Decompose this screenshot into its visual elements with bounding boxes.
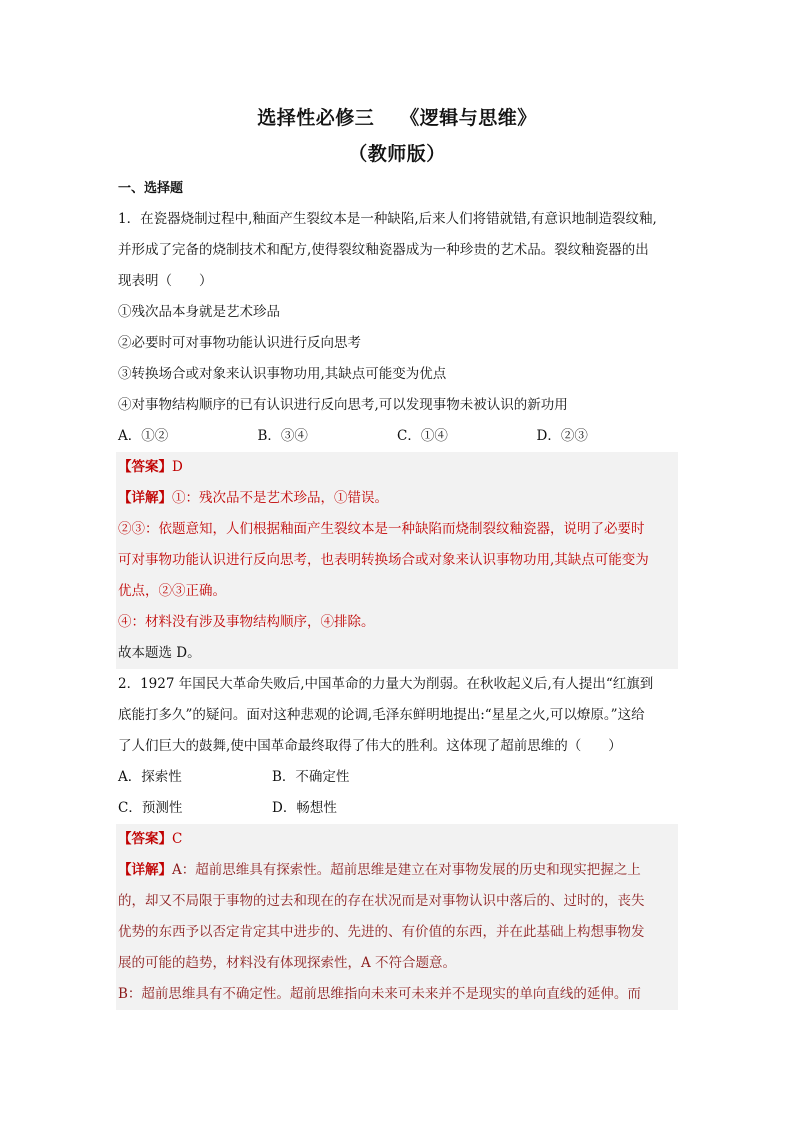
q2-option-a: A．探索性 <box>118 769 182 785</box>
q2-detail-line-3: 展的可能的趋势，材料没有体现探索性，A 不符合题意。 <box>118 955 457 971</box>
q1-answer-value: D <box>172 459 183 475</box>
title-right: 《逻辑与思维》 <box>400 107 537 129</box>
q1-statement-1: ①残次品本身就是艺术珍品 <box>118 304 280 320</box>
q2-options-row-1 <box>118 762 676 793</box>
q2-detail-label: 【详解】 <box>118 862 172 878</box>
q1-detail-label: 【详解】 <box>118 490 172 506</box>
q2-answer-value: C <box>172 831 183 847</box>
q1-option-b: B．③④ <box>257 428 308 444</box>
q2-detail-line-2: 优势的东西予以否定肯定其中进步的、先进的、有价值的东西，并在此基础上构想事物发 <box>118 924 645 940</box>
q2-answer <box>118 824 676 855</box>
q1-detail-line-3: 优点，②③正确。 <box>118 583 226 599</box>
q2-options-row-2 <box>118 793 676 824</box>
title-left: 选择性必修三 <box>257 107 375 129</box>
q2-line-3: 了人们巨大的鼓舞,使中国革命最终取得了伟大的胜利。这体现了超前思维的（ ） <box>118 738 622 754</box>
q1-statement-2: ②必要时可对事物功能认识进行反向思考 <box>118 335 361 351</box>
q2-line-1: 2．1927 年国民大革命失败后,中国革命的力量大为削弱。在秋收起义后,有人提出“红旗到 <box>118 676 654 692</box>
q1-option-d: D．②③ <box>536 428 588 444</box>
q1-detail-first <box>118 483 676 514</box>
q1-detail-line-2: 可对事物功能认识进行反向思考，也表明转换场合或对象来认识事物功用,其缺点可能变为 <box>118 552 649 568</box>
q2-detail-first <box>118 855 676 886</box>
q1-answer <box>118 452 676 483</box>
section-heading: 一、选择题 <box>118 181 184 196</box>
q2-detail-first-text: A：超前思维具有探索性。超前思维是建立在对事物发展的历史和现实把握之上 <box>172 862 641 878</box>
q1-detail-line-4: ④：材料没有涉及事物结构顺序，④排除。 <box>118 614 375 630</box>
q2-detail-line-1: 的，却又不局限于事物的过去和现在的存在状况而是对事物认识中落后的、过时的，丧失 <box>118 893 645 909</box>
q2-option-c: C．预测性 <box>118 800 183 816</box>
q1-options <box>118 421 676 452</box>
q1-detail-first-text: ①：残次品不是艺术珍品，①错误。 <box>172 490 388 506</box>
q1-statement-4: ④对事物结构顺序的已有认识进行反向思考,可以发现事物未被认识的新功用 <box>118 397 568 413</box>
q1-line-3: 现表明（ ） <box>118 273 213 289</box>
q1-line-2: 并形成了完备的烧制技术和配方,使得裂纹釉瓷器成为一种珍贵的艺术品。裂纹釉瓷器的出 <box>118 242 649 258</box>
q1-conclusion: 故本题选 D。 <box>118 645 201 661</box>
q2-option-d: D．畅想性 <box>272 800 337 816</box>
q2-answer-block <box>116 824 678 1010</box>
q2-detail-line-4: B：超前思维具有不确定性。超前思维指向未来可未来并不是现实的单向直线的延伸。而 <box>118 986 641 1002</box>
q2-answer-label: 【答案】 <box>118 831 172 847</box>
q1-statement-3: ③转换场合或对象来认识事物功用,其缺点可能变为优点 <box>118 366 447 382</box>
q2-line-2: 底能打多久”的疑问。面对这种悲观的论调,毛泽东鲜明地提出:“星星之火,可以燎原。”这给 <box>118 707 645 723</box>
q1-option-c: C．①④ <box>397 428 448 444</box>
q1-answer-block <box>116 452 678 669</box>
question-2 <box>118 669 676 1010</box>
page-subtitle: （教师版） <box>348 143 446 165</box>
q2-option-b: B．不确定性 <box>272 769 350 785</box>
q1-line-1: 1．在瓷器烧制过程中,釉面产生裂纹本是一种缺陷,后来人们将错就错,有意识地制造裂纹釉, <box>118 211 657 227</box>
page-title <box>118 104 676 132</box>
q1-option-a: A．①② <box>118 428 169 444</box>
question-1 <box>118 204 676 669</box>
q1-answer-label: 【答案】 <box>118 459 172 475</box>
q1-detail-line-1: ②③：依题意知，人们根据釉面产生裂纹本是一种缺陷而烧制裂纹釉瓷器，说明了必要时 <box>118 521 645 537</box>
